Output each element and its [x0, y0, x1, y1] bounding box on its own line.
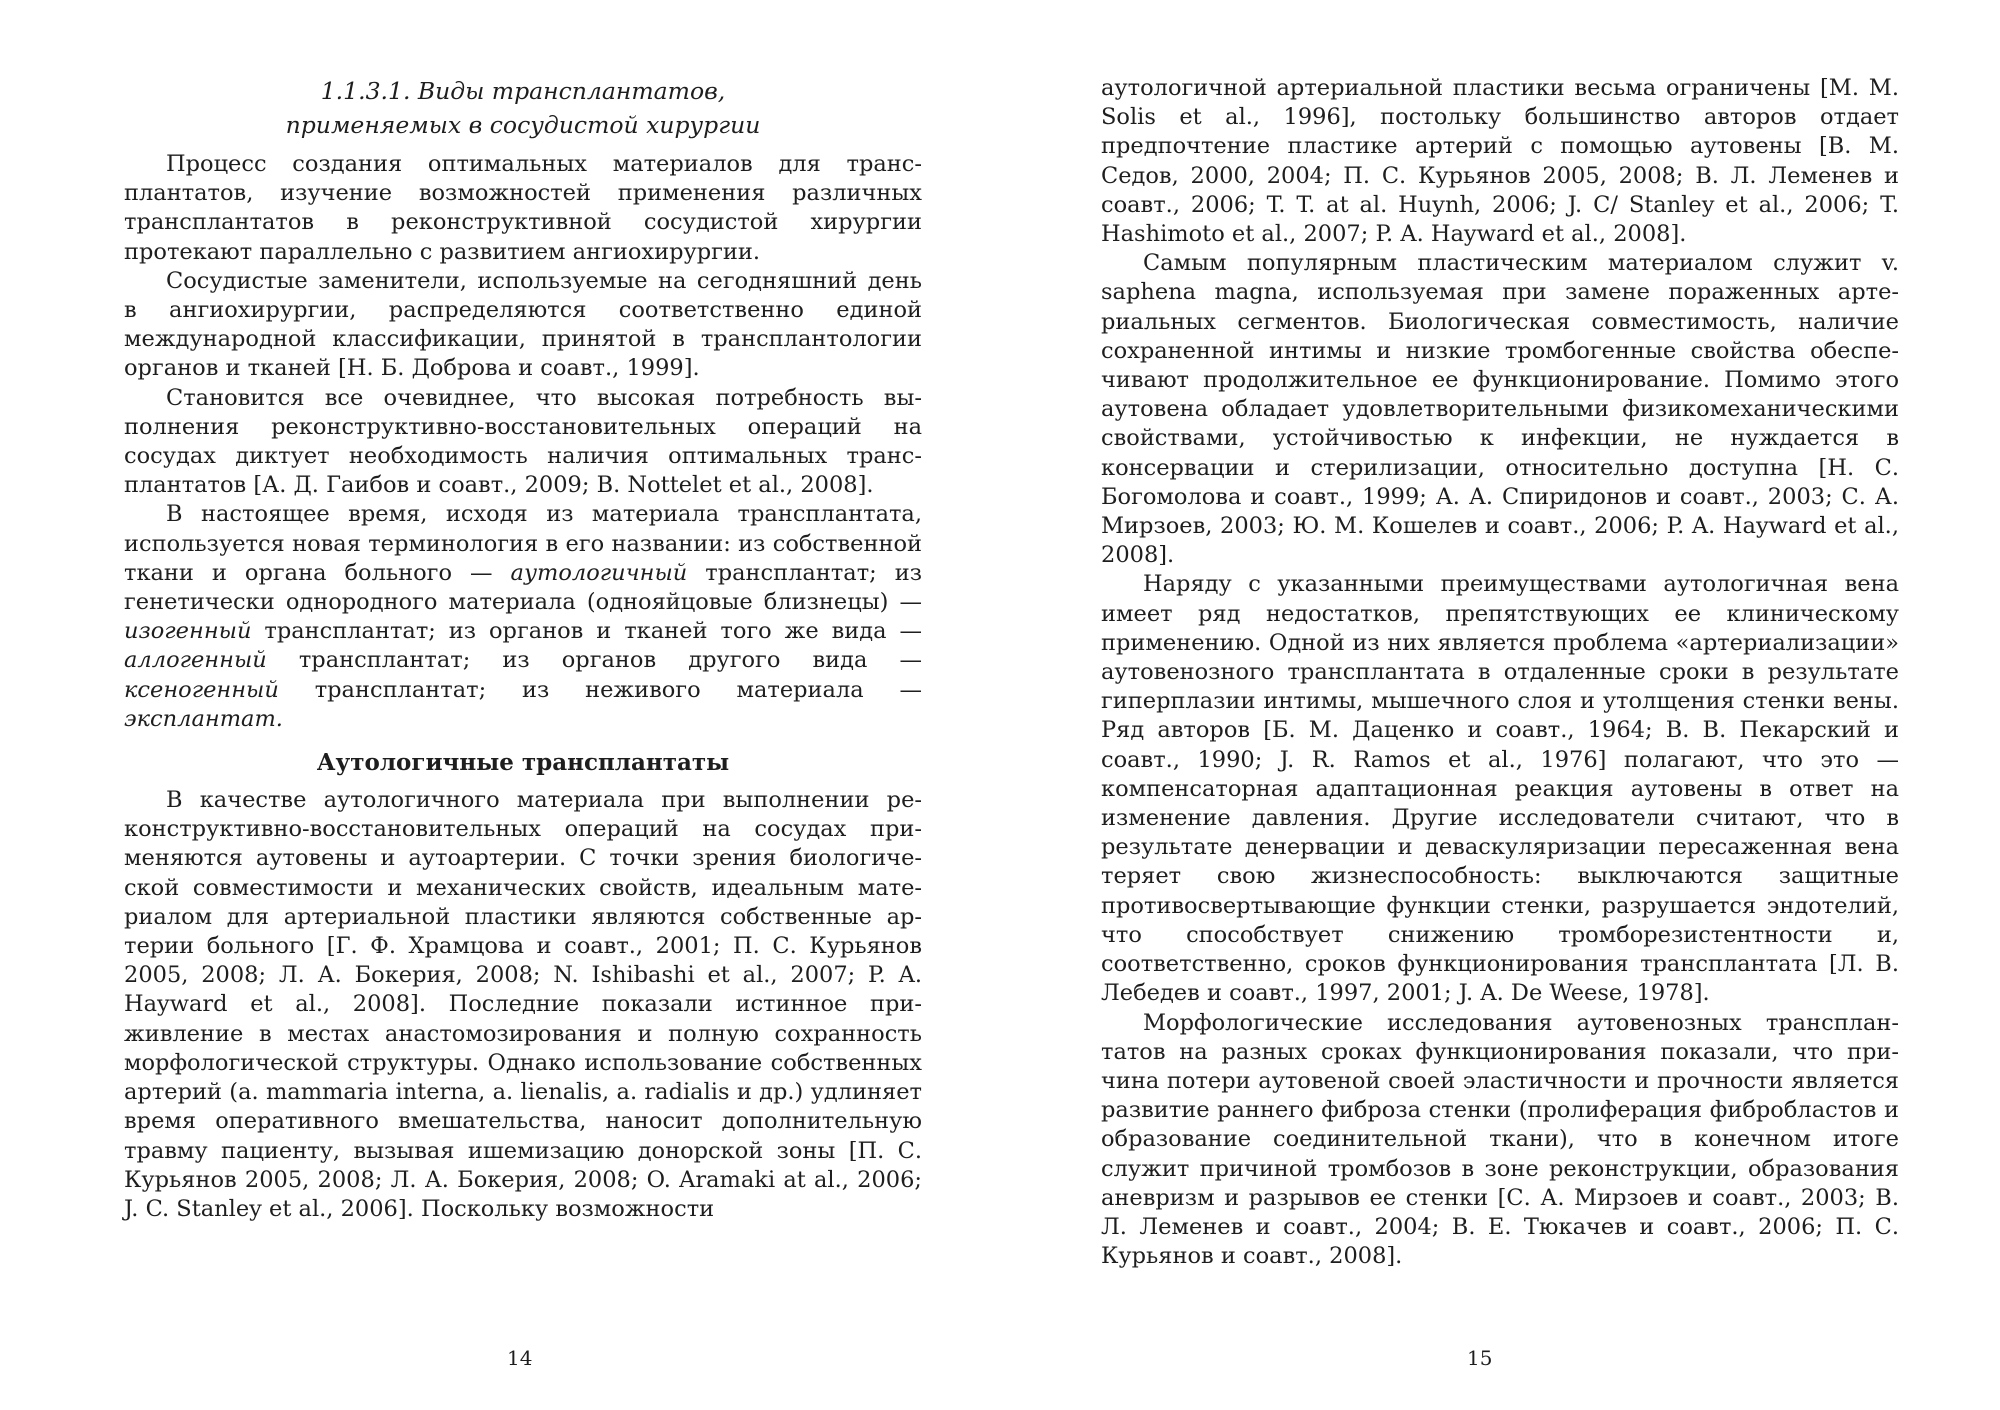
text-run: трансплантат; из неживого материала —: [278, 676, 922, 703]
right-page: [1101, 74, 1899, 1271]
term-italic: аутологичный: [510, 559, 688, 586]
text-run: трансплантат; из органов и тканей того же вида —: [251, 618, 922, 645]
paragraph: Сосудистые заменители, используемые на сегодняшний день в ангиохирургии, распределяются соответственно единой международной классификации, принятой в трансплантологии органов и тканей [Н. Б. Доброва и соавт., 1999].: [124, 267, 922, 382]
term-italic: ксеногенный: [124, 676, 279, 703]
text-run: В настоящее время, исходя из материала трансплантата, используется новая терминология в его названии: из собственной ткани и органа больного —: [124, 501, 922, 586]
paragraph: Наряду с указанными преимуществами аутологичная вена имеет ряд недостатков, препятствующих ее клиническому применению. Одной из них является проблема «артериализации» аутовенозного трансплантата в отдаленные сроки в результате гиперплазии интимы, мышечного слоя и утолщения стенки вены. Ряд авторов [Б. М. Даценко и соавт., 1964; В. В. Пекарский и соавт., 1990; J. R. Ramos et al., 1976] полагают, что это — компенсаторная адаптационная реакция аутовены в ответ на изменение давления. Другие исследователи считают, что в результате денервации и деваскуляризации пересаженная вена теряет свою жизнеспособность: выключаются защитные противосвертывающие функции стенки, разрушается эндотелий, что способствует снижению тромборезистентности и, соответственно, сроков функционирования трансплантата [Л. В. Лебедев и соавт., 1997, 2001; J. A. De Weese, 1978].: [1101, 571, 1899, 1007]
left-page: [124, 74, 922, 1224]
paragraph: Процесс создания оптимальных материалов для трансплантатов, изучение возможностей применения различных трансплантатов в реконструктивной сосудистой хирургии протекают параллельно с развитием ангиохирургии.: [124, 151, 922, 265]
subsection-heading: [124, 74, 922, 142]
terminology-paragraph: [124, 500, 922, 734]
subsection-heading-line-2: применяемых в сосудистой хирургии: [285, 111, 761, 139]
page-number-right: 15: [1467, 1346, 1493, 1370]
term-italic: изогенный: [124, 618, 252, 645]
text-run: трансплантат; из органов другого вида —: [266, 647, 922, 674]
paragraph: Самым популярным пластическим материалом служит v. saphena magna, используемая при замене пораженных артериальных сегментов. Биологическая совместимость, наличие сохраненной интимы и низкие тромбогенные свойства обеспечивают продолжительное ее функционирование. Помимо этого аутовена обладает удовлетворительными физикомеханическими свойствами, устойчивостью к инфекции, не нуждается в консервации и стерилизации, относительно доступна [Н. С. Богомолова и соавт., 1999; А. А. Спиридонов и соавт., 2003; С. А. Мирзоев, 2003; Ю. М. Кошелев и соавт., 2006; P. A. Hayward et al., 2008].: [1101, 250, 1899, 569]
text-run: трансплантат; из генетически однородного материала (однояйцовые близнецы) —: [124, 559, 923, 616]
paragraph: Становится все очевиднее, что высокая потребность выполнения реконструктивно-восстановительных операций на сосудах диктует необходимость наличия оптимальных трансплантатов [А. Д. Гаибов и соавт., 2009; B. Nottelet et al., 2008].: [124, 384, 922, 499]
section-heading: Аутологичные трансплантаты: [316, 749, 730, 777]
paragraph: Морфологические исследования аутовенозных трансплантатов на разных сроках функционирования показали, что причина потери аутовеной своей эластичности и прочности является развитие раннего фиброза стенки (пролиферация фибробластов и образование соединительной ткани), что в конечном итоге служит причиной тромбозов в зоне реконструкции, образования аневризм и разрывов ее стенки [С. А. Мирзоев и соавт., 2003; В. Л. Леменев и соавт., 2004; В. Е. Тюкачев и соавт., 2006; П. С. Курьянов и соавт., 2008].: [1101, 1009, 1899, 1270]
term-italic: эксплантат.: [124, 705, 283, 732]
continued-paragraph: аутологичной артериальной пластики весьма ограничены [M. M. Solis et al., 1996], постольку большинство авторов отдает предпочтение пластике артерий с помощью аутовены [В. М. Седов, 2000, 2004; П. С. Курьянов 2005, 2008; В. Л. Леменев и соавт., 2006; T. T. at al. Huynh, 2006; J. C/ Stanley et al., 2006; T. Hashimoto et al., 2007; P. A. Hayward et al., 2008].: [1101, 75, 1899, 248]
term-italic: аллогенный: [124, 647, 267, 674]
paragraph: В качестве аутологичного материала при выполнении реконструктивно-восстановительных операций на сосудах применяются аутовены и аутоартерии. С точки зрения биологической совместимости и механических свойств, идеальным материалом для артериальной пластики являются собственные артерии больного [Г. Ф. Храмцова и соавт., 2001; П. С. Курьянов 2005, 2008; Л. А. Бокерия, 2008; N. Ishibashi et al., 2007; P. A. Hayward et al., 2008]. Последние показали истинное приживление в местах анастомозирования и полную сохранность морфологической структуры. Однако использование собственных артерий (a. mammaria interna, a. lienalis, a. radialis и др.) удлиняет время оперативного вмешательства, наносит дополнительную травму пациенту, вызывая ишемизацию донорской зоны [П. С. Курьянов 2005, 2008; Л. А. Бокерия, 2008; O. Aramaki at al., 2006; J. C. Stanley et al., 2006]. Поскольку возможности: [124, 787, 922, 1222]
subsection-heading-line-1: 1.1.3.1. Виды трансплантатов,: [320, 77, 726, 105]
page-number-left: 14: [507, 1346, 533, 1370]
